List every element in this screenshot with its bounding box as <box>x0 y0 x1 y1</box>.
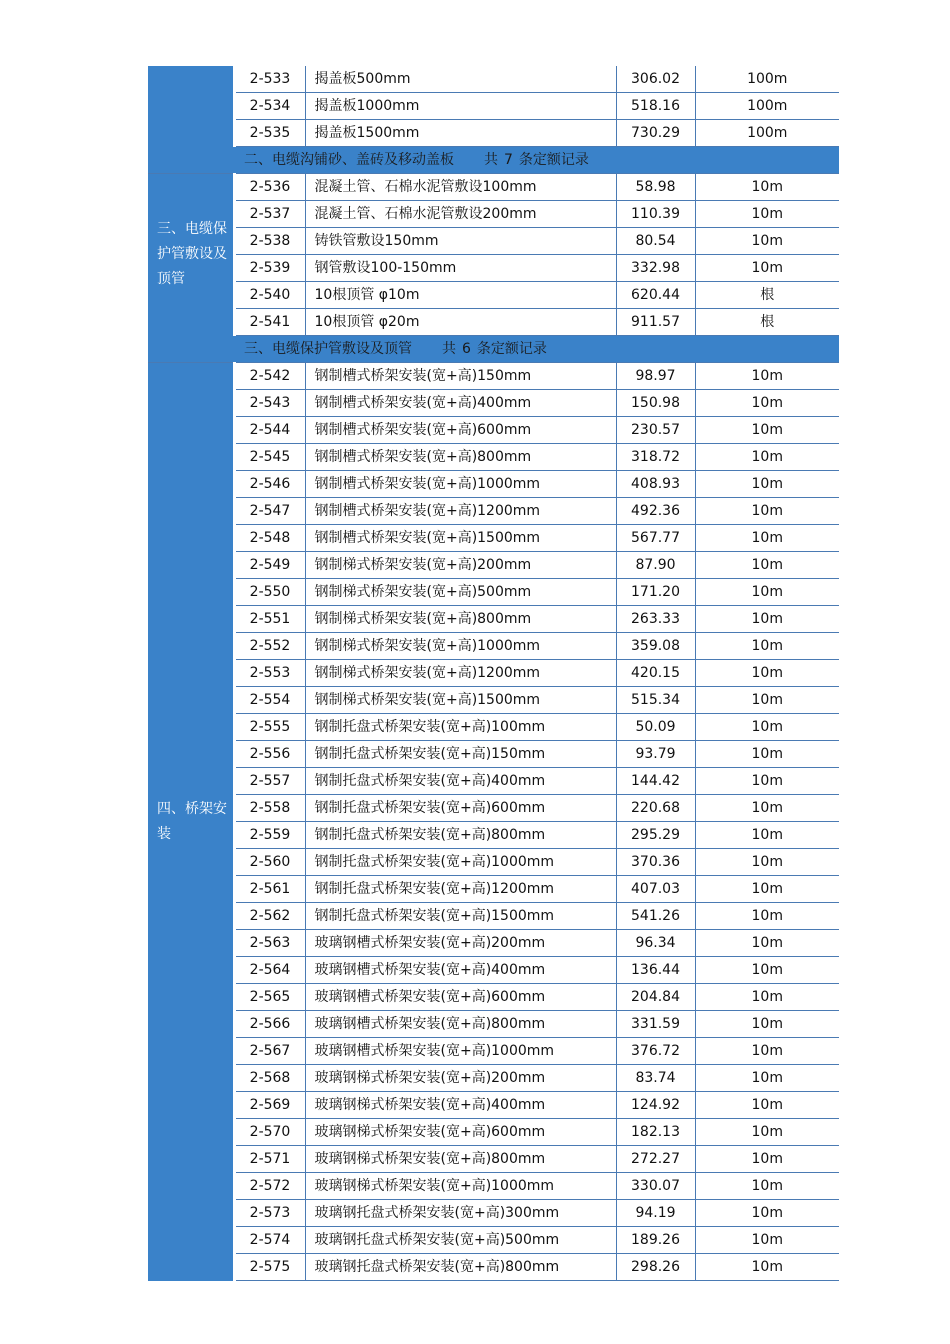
item-name: 揭盖板500mm <box>305 66 616 93</box>
item-unit: 10m <box>695 1038 839 1065</box>
item-price: 330.07 <box>616 1173 695 1200</box>
item-code: 2-570 <box>234 1119 305 1146</box>
item-unit: 10m <box>695 1119 839 1146</box>
item-name: 钢制槽式桥架安装(宽+高)800mm <box>305 444 616 471</box>
item-name: 玻璃钢梯式桥架安装(宽+高)200mm <box>305 1065 616 1092</box>
item-price: 331.59 <box>616 1011 695 1038</box>
summary-row <box>148 336 839 363</box>
item-code: 2-541 <box>234 309 305 336</box>
summary-cell <box>148 336 839 363</box>
item-price: 87.90 <box>616 552 695 579</box>
item-price: 150.98 <box>616 390 695 417</box>
item-price: 50.09 <box>616 714 695 741</box>
item-unit: 10m <box>695 498 839 525</box>
item-unit: 10m <box>695 1254 839 1281</box>
table-row <box>148 66 839 93</box>
table-row <box>148 228 839 255</box>
item-name: 钢制梯式桥架安装(宽+高)800mm <box>305 606 616 633</box>
item-name: 玻璃钢槽式桥架安装(宽+高)1000mm <box>305 1038 616 1065</box>
item-name: 10根顶管 φ10m <box>305 282 616 309</box>
item-code: 2-539 <box>234 255 305 282</box>
table-row <box>148 822 839 849</box>
item-code: 2-536 <box>234 174 305 201</box>
item-code: 2-560 <box>234 849 305 876</box>
table-row <box>148 606 839 633</box>
item-unit: 10m <box>695 363 839 390</box>
item-code: 2-557 <box>234 768 305 795</box>
item-code: 2-559 <box>234 822 305 849</box>
item-price: 420.15 <box>616 660 695 687</box>
table-row <box>148 93 839 120</box>
table-row <box>148 1038 839 1065</box>
item-price: 407.03 <box>616 876 695 903</box>
table-row <box>148 120 839 147</box>
table-row <box>148 984 839 1011</box>
table-row <box>148 903 839 930</box>
item-name: 钢制托盘式桥架安装(宽+高)100mm <box>305 714 616 741</box>
item-code: 2-561 <box>234 876 305 903</box>
item-unit: 10m <box>695 174 839 201</box>
item-price: 376.72 <box>616 1038 695 1065</box>
table-row <box>148 633 839 660</box>
item-name: 混凝土管、石棉水泥管敷设200mm <box>305 201 616 228</box>
table-row <box>148 714 839 741</box>
item-code: 2-566 <box>234 1011 305 1038</box>
item-unit: 10m <box>695 957 839 984</box>
item-unit: 10m <box>695 741 839 768</box>
summary-cell <box>148 147 839 174</box>
table-row <box>148 498 839 525</box>
item-code: 2-573 <box>234 1200 305 1227</box>
table-row <box>148 363 839 390</box>
table-row <box>148 687 839 714</box>
item-name: 钢制托盘式桥架安装(宽+高)1000mm <box>305 849 616 876</box>
item-unit: 10m <box>695 1146 839 1173</box>
item-price: 230.57 <box>616 417 695 444</box>
quota-table-body <box>148 66 839 1281</box>
item-name: 玻璃钢槽式桥架安装(宽+高)800mm <box>305 1011 616 1038</box>
item-price: 80.54 <box>616 228 695 255</box>
item-code: 2-552 <box>234 633 305 660</box>
table-row <box>148 957 839 984</box>
item-price: 518.16 <box>616 93 695 120</box>
item-code: 2-534 <box>234 93 305 120</box>
item-price: 93.79 <box>616 741 695 768</box>
table-row <box>148 444 839 471</box>
item-unit: 10m <box>695 228 839 255</box>
item-unit: 10m <box>695 1200 839 1227</box>
table-row <box>148 1065 839 1092</box>
item-price: 408.93 <box>616 471 695 498</box>
item-name: 钢制槽式桥架安装(宽+高)1000mm <box>305 471 616 498</box>
item-code: 2-565 <box>234 984 305 1011</box>
item-code: 2-543 <box>234 390 305 417</box>
item-code: 2-564 <box>234 957 305 984</box>
summary-suffix: 条定额记录 <box>518 151 589 168</box>
item-unit: 10m <box>695 471 839 498</box>
item-price: 730.29 <box>616 120 695 147</box>
item-code: 2-540 <box>234 282 305 309</box>
item-name: 玻璃钢梯式桥架安装(宽+高)600mm <box>305 1119 616 1146</box>
table-row <box>148 1254 839 1281</box>
item-code: 2-563 <box>234 930 305 957</box>
item-price: 370.36 <box>616 849 695 876</box>
item-name: 钢制梯式桥架安装(宽+高)1500mm <box>305 687 616 714</box>
item-name: 揭盖板1500mm <box>305 120 616 147</box>
item-name: 钢制托盘式桥架安装(宽+高)1500mm <box>305 903 616 930</box>
item-price: 298.26 <box>616 1254 695 1281</box>
table-row <box>148 768 839 795</box>
item-price: 83.74 <box>616 1065 695 1092</box>
table-row <box>148 660 839 687</box>
table-row <box>148 1173 839 1200</box>
item-unit: 10m <box>695 255 839 282</box>
table-row <box>148 417 839 444</box>
item-name: 钢制托盘式桥架安装(宽+高)600mm <box>305 795 616 822</box>
item-unit: 100m <box>695 66 839 93</box>
item-name: 钢制托盘式桥架安装(宽+高)800mm <box>305 822 616 849</box>
item-name: 钢制槽式桥架安装(宽+高)400mm <box>305 390 616 417</box>
item-unit: 10m <box>695 1011 839 1038</box>
table-row <box>148 930 839 957</box>
table-row <box>148 1092 839 1119</box>
table-row <box>148 1146 839 1173</box>
table-row <box>148 741 839 768</box>
item-code: 2-551 <box>234 606 305 633</box>
item-unit: 10m <box>695 660 839 687</box>
table-row <box>148 174 839 201</box>
item-unit: 10m <box>695 849 839 876</box>
item-unit: 10m <box>695 1092 839 1119</box>
item-price: 220.68 <box>616 795 695 822</box>
item-name: 钢制托盘式桥架安装(宽+高)1200mm <box>305 876 616 903</box>
item-unit: 10m <box>695 687 839 714</box>
item-name: 钢制托盘式桥架安装(宽+高)150mm <box>305 741 616 768</box>
table-row <box>148 876 839 903</box>
item-unit: 10m <box>695 1065 839 1092</box>
item-name: 钢制槽式桥架安装(宽+高)1200mm <box>305 498 616 525</box>
summary-text: 二、电缆沟铺砂、盖砖及移动盖板 <box>244 151 454 168</box>
item-price: 492.36 <box>616 498 695 525</box>
summary-prefix: 共 <box>442 340 456 357</box>
item-unit: 10m <box>695 444 839 471</box>
item-name: 铸铁管敷设150mm <box>305 228 616 255</box>
table-row <box>148 552 839 579</box>
item-price: 567.77 <box>616 525 695 552</box>
item-unit: 10m <box>695 903 839 930</box>
item-price: 359.08 <box>616 633 695 660</box>
item-unit: 100m <box>695 93 839 120</box>
item-name: 钢制梯式桥架安装(宽+高)500mm <box>305 579 616 606</box>
item-price: 295.29 <box>616 822 695 849</box>
item-code: 2-572 <box>234 1173 305 1200</box>
item-name: 玻璃钢槽式桥架安装(宽+高)400mm <box>305 957 616 984</box>
item-name: 钢制梯式桥架安装(宽+高)1200mm <box>305 660 616 687</box>
item-price: 94.19 <box>616 1200 695 1227</box>
category-cell: 四、桥架安装 <box>148 363 234 1281</box>
item-name: 玻璃钢梯式桥架安装(宽+高)400mm <box>305 1092 616 1119</box>
summary-text: 三、电缆保护管敷设及顶管 <box>244 340 412 357</box>
item-unit: 10m <box>695 714 839 741</box>
item-code: 2-553 <box>234 660 305 687</box>
item-unit: 10m <box>695 552 839 579</box>
item-price: 136.44 <box>616 957 695 984</box>
item-code: 2-547 <box>234 498 305 525</box>
item-code: 2-550 <box>234 579 305 606</box>
item-price: 911.57 <box>616 309 695 336</box>
item-unit: 10m <box>695 579 839 606</box>
item-unit: 10m <box>695 930 839 957</box>
table-row <box>148 849 839 876</box>
table-row <box>148 1200 839 1227</box>
item-name: 钢制槽式桥架安装(宽+高)600mm <box>305 417 616 444</box>
item-name: 钢管敷设100-150mm <box>305 255 616 282</box>
item-unit: 10m <box>695 633 839 660</box>
item-code: 2-556 <box>234 741 305 768</box>
item-price: 306.02 <box>616 66 695 93</box>
category-cell <box>148 66 234 147</box>
item-price: 110.39 <box>616 201 695 228</box>
summary-count: 6 <box>462 340 471 357</box>
item-name: 玻璃钢槽式桥架安装(宽+高)600mm <box>305 984 616 1011</box>
item-name: 玻璃钢托盘式桥架安装(宽+高)500mm <box>305 1227 616 1254</box>
item-unit: 10m <box>695 876 839 903</box>
item-name: 玻璃钢梯式桥架安装(宽+高)1000mm <box>305 1173 616 1200</box>
item-unit: 10m <box>695 1173 839 1200</box>
item-unit: 10m <box>695 768 839 795</box>
item-code: 2-535 <box>234 120 305 147</box>
category-cell: 三、电缆保护管敷设及顶管 <box>148 174 234 336</box>
item-price: 263.33 <box>616 606 695 633</box>
table-row <box>148 282 839 309</box>
item-name: 钢制槽式桥架安装(宽+高)150mm <box>305 363 616 390</box>
item-name: 10根顶管 φ20m <box>305 309 616 336</box>
table-row <box>148 579 839 606</box>
summary-suffix: 条定额记录 <box>476 340 547 357</box>
table-row <box>148 795 839 822</box>
item-unit: 10m <box>695 606 839 633</box>
item-code: 2-542 <box>234 363 305 390</box>
item-price: 189.26 <box>616 1227 695 1254</box>
item-price: 204.84 <box>616 984 695 1011</box>
item-code: 2-546 <box>234 471 305 498</box>
item-name: 钢制梯式桥架安装(宽+高)1000mm <box>305 633 616 660</box>
item-price: 272.27 <box>616 1146 695 1173</box>
item-name: 混凝土管、石棉水泥管敷设100mm <box>305 174 616 201</box>
item-code: 2-569 <box>234 1092 305 1119</box>
table-row <box>148 1119 839 1146</box>
item-price: 98.97 <box>616 363 695 390</box>
table-row <box>148 390 839 417</box>
item-name: 钢制梯式桥架安装(宽+高)200mm <box>305 552 616 579</box>
item-unit: 10m <box>695 201 839 228</box>
item-name: 玻璃钢托盘式桥架安装(宽+高)800mm <box>305 1254 616 1281</box>
quota-table <box>148 66 839 1281</box>
item-unit: 10m <box>695 984 839 1011</box>
item-code: 2-545 <box>234 444 305 471</box>
summary-count: 7 <box>504 151 513 168</box>
item-unit: 10m <box>695 390 839 417</box>
table-row <box>148 255 839 282</box>
item-name: 玻璃钢托盘式桥架安装(宽+高)300mm <box>305 1200 616 1227</box>
item-code: 2-554 <box>234 687 305 714</box>
item-code: 2-549 <box>234 552 305 579</box>
item-price: 620.44 <box>616 282 695 309</box>
item-unit: 10m <box>695 1227 839 1254</box>
item-price: 96.34 <box>616 930 695 957</box>
item-name: 玻璃钢槽式桥架安装(宽+高)200mm <box>305 930 616 957</box>
table-row <box>148 1011 839 1038</box>
item-code: 2-558 <box>234 795 305 822</box>
item-unit: 10m <box>695 525 839 552</box>
item-unit: 根 <box>695 282 839 309</box>
summary-row <box>148 147 839 174</box>
item-unit: 10m <box>695 417 839 444</box>
table-row <box>148 471 839 498</box>
item-unit: 100m <box>695 120 839 147</box>
item-code: 2-555 <box>234 714 305 741</box>
item-name: 钢制槽式桥架安装(宽+高)1500mm <box>305 525 616 552</box>
item-code: 2-568 <box>234 1065 305 1092</box>
item-price: 332.98 <box>616 255 695 282</box>
item-price: 515.34 <box>616 687 695 714</box>
item-code: 2-567 <box>234 1038 305 1065</box>
item-price: 144.42 <box>616 768 695 795</box>
item-unit: 根 <box>695 309 839 336</box>
item-code: 2-537 <box>234 201 305 228</box>
item-code: 2-575 <box>234 1254 305 1281</box>
item-unit: 10m <box>695 795 839 822</box>
item-code: 2-562 <box>234 903 305 930</box>
item-code: 2-544 <box>234 417 305 444</box>
item-code: 2-548 <box>234 525 305 552</box>
item-price: 171.20 <box>616 579 695 606</box>
item-code: 2-574 <box>234 1227 305 1254</box>
item-code: 2-538 <box>234 228 305 255</box>
item-unit: 10m <box>695 822 839 849</box>
item-price: 58.98 <box>616 174 695 201</box>
summary-prefix: 共 <box>484 151 498 168</box>
table-row <box>148 525 839 552</box>
item-name: 揭盖板1000mm <box>305 93 616 120</box>
item-name: 玻璃钢梯式桥架安装(宽+高)800mm <box>305 1146 616 1173</box>
table-row <box>148 1227 839 1254</box>
table-row <box>148 309 839 336</box>
item-price: 318.72 <box>616 444 695 471</box>
item-price: 124.92 <box>616 1092 695 1119</box>
item-name: 钢制托盘式桥架安装(宽+高)400mm <box>305 768 616 795</box>
item-code: 2-571 <box>234 1146 305 1173</box>
item-price: 182.13 <box>616 1119 695 1146</box>
item-price: 541.26 <box>616 903 695 930</box>
table-row <box>148 201 839 228</box>
item-code: 2-533 <box>234 66 305 93</box>
